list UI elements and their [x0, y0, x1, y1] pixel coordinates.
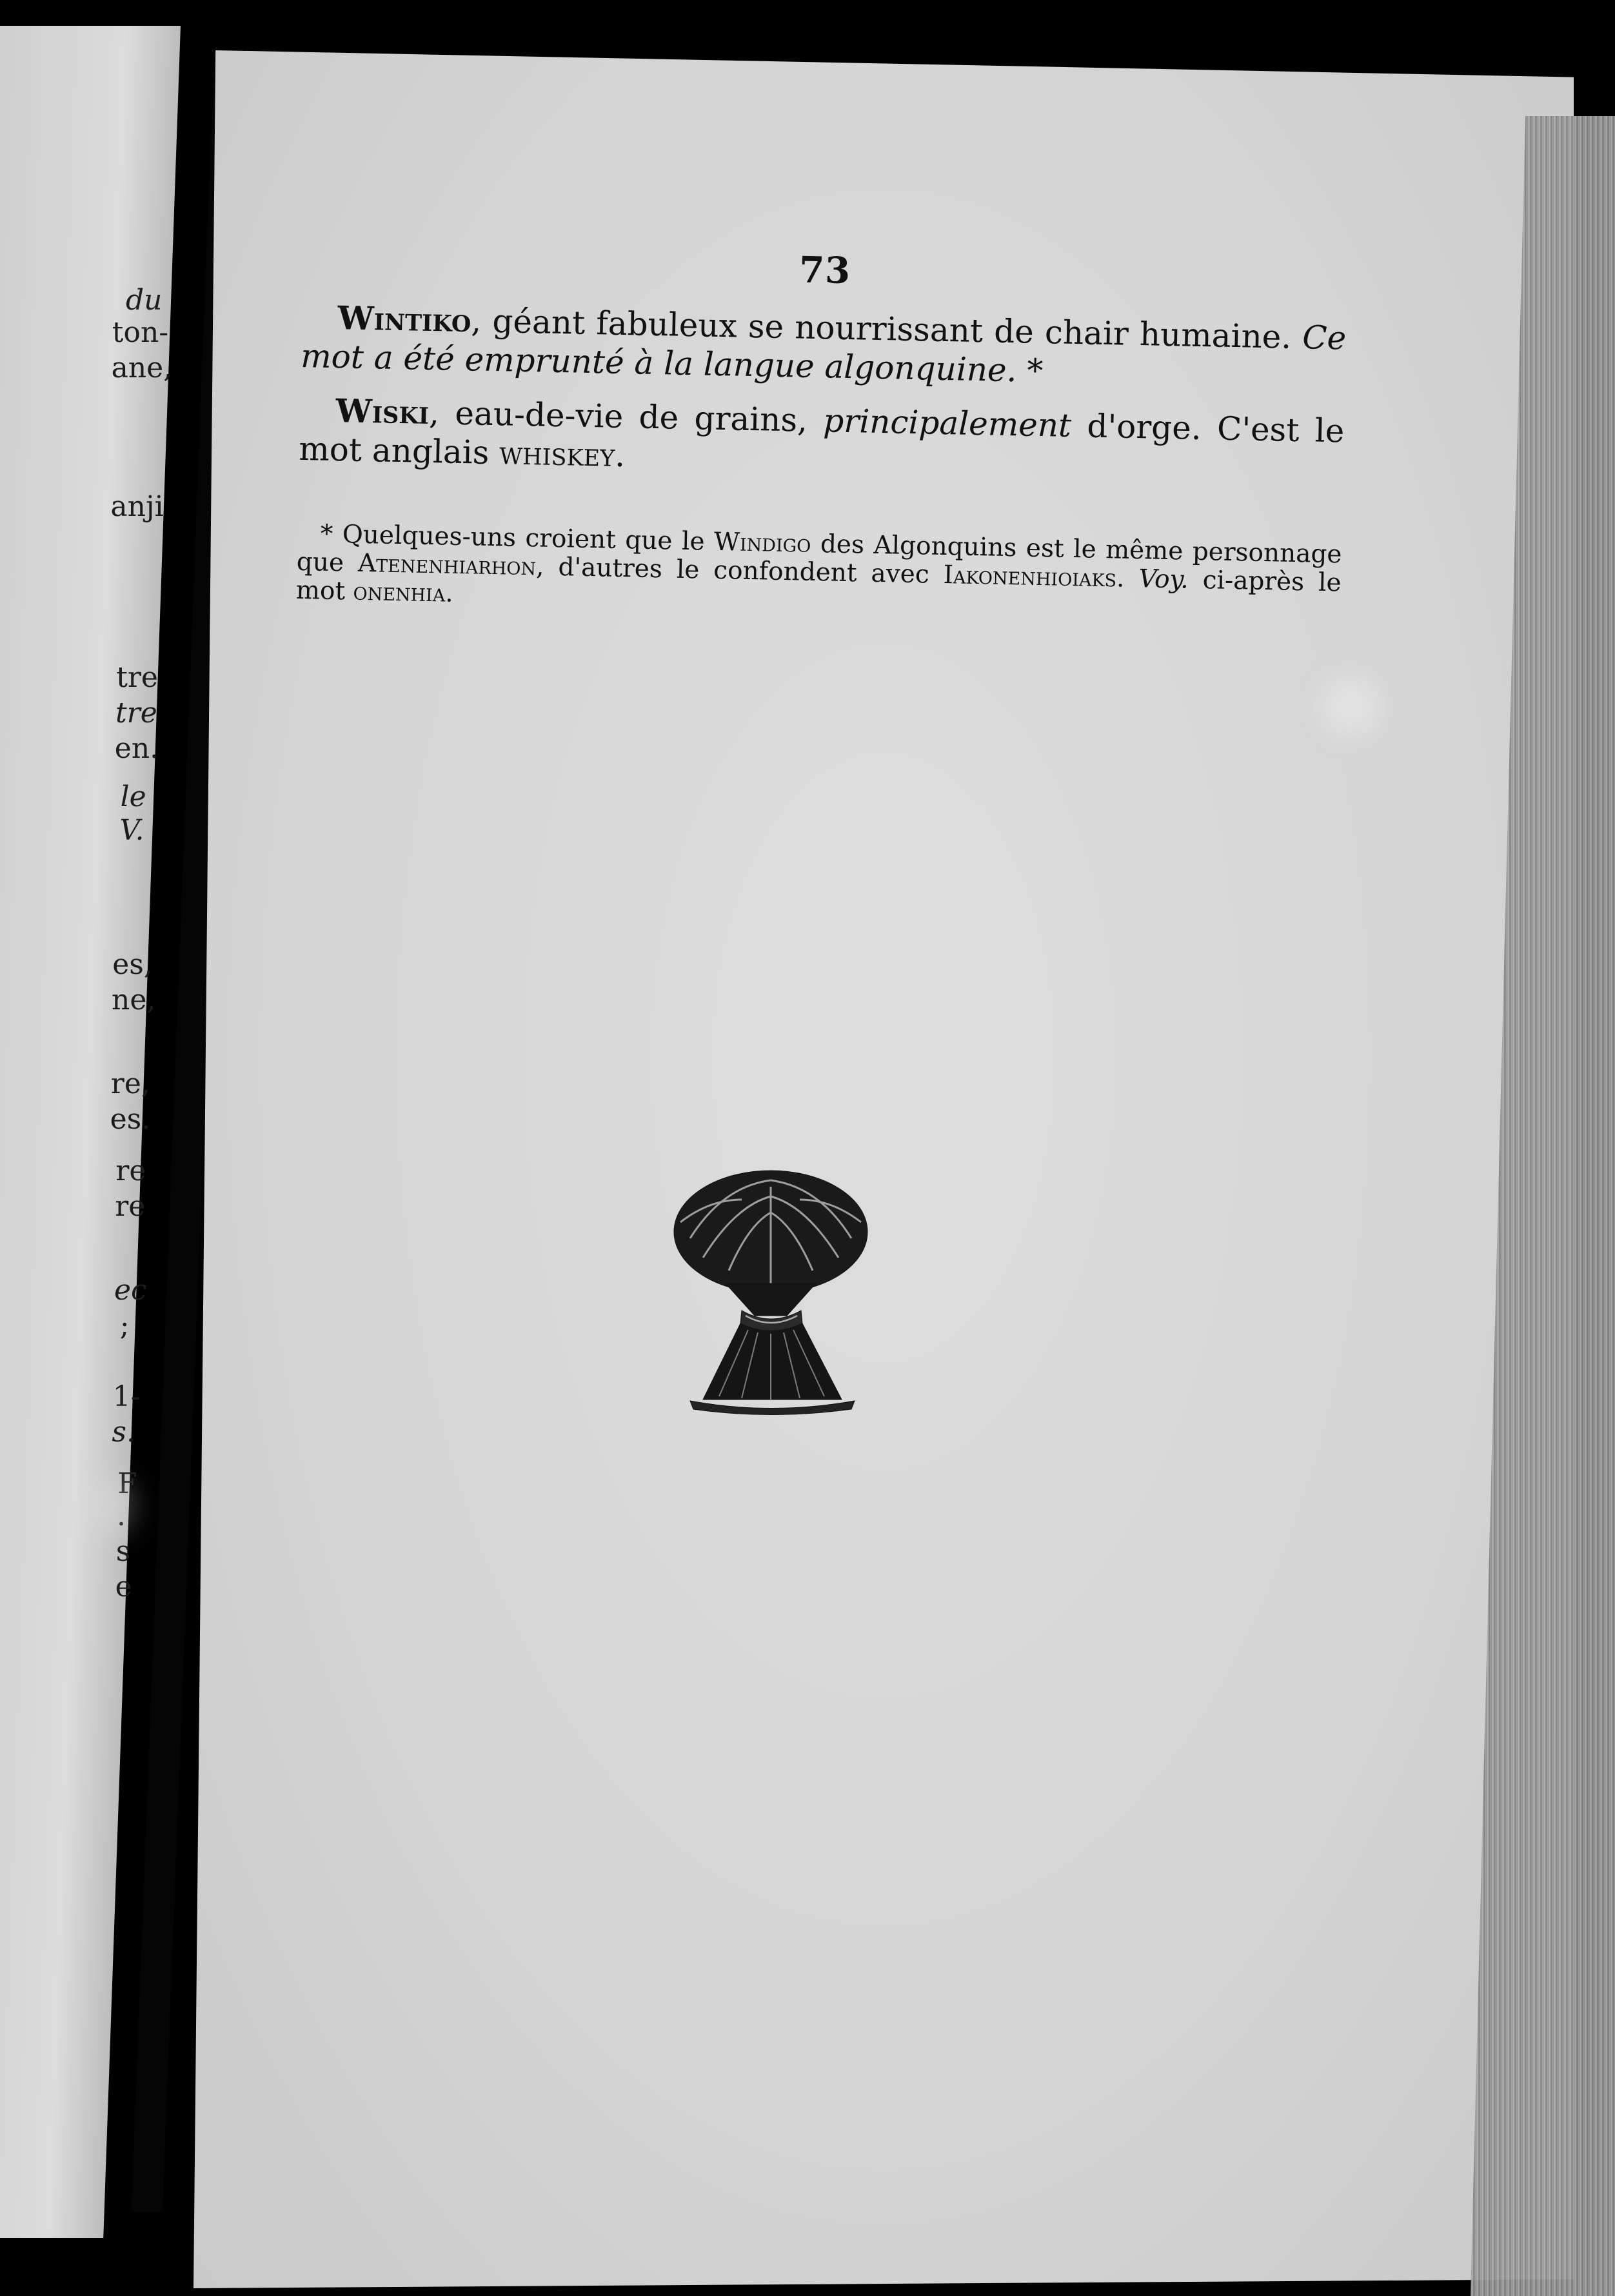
scan-glare — [90, 1477, 135, 1535]
wheat-sheaf-icon — [664, 1161, 877, 1425]
left-page-fragment: re, — [110, 1067, 150, 1100]
left-page-fragment: tre — [115, 697, 157, 729]
left-page-fragment: ane, — [111, 351, 173, 384]
entry-text: , géant fabuleux se nourrissant de chair humaine. — [470, 302, 1303, 357]
left-page-fragment: le — [120, 780, 146, 813]
entry-italic-text: principalement — [822, 402, 1072, 444]
footnote-smallcaps: Atenenhiarhon — [357, 548, 537, 582]
footnote-marker: * — [1016, 351, 1044, 390]
page-number: 73 — [798, 248, 851, 293]
footnote-smallcaps: Iakonenhioiaks — [943, 560, 1117, 593]
left-page-fragment: s — [115, 1535, 131, 1568]
left-page-fragment: . — [117, 1499, 126, 1532]
left-page-fragment: tre — [116, 661, 158, 694]
entry-text: , eau-de-vie de grains, — [428, 393, 824, 440]
footnote-smallcaps: onenhia — [353, 577, 446, 608]
entry-wintiko — [301, 298, 1347, 396]
entry-wiski — [299, 391, 1345, 489]
footnote — [296, 520, 1342, 626]
entry-smallcaps-word: whiskey — [499, 434, 615, 474]
page-text-block — [295, 239, 1348, 651]
left-page-fragment: ton- — [112, 316, 169, 349]
left-page-fragment: en. — [114, 732, 159, 765]
headword: Wiski — [335, 391, 430, 431]
left-page-fragment: ne, — [112, 984, 156, 1016]
entry-text: d'orge. C'est le mot anglais — [298, 406, 1345, 472]
left-page-fragment: ec — [114, 1274, 147, 1307]
left-page-fragment: es. — [110, 1103, 151, 1136]
left-page-fragment: re — [115, 1154, 146, 1187]
left-page-fragment: e — [115, 1570, 132, 1603]
footnote-text: des Algonquins est le même personnage que — [296, 529, 1342, 578]
scan-glare — [1322, 677, 1380, 735]
left-page-fragment: ; — [119, 1309, 130, 1342]
footnote-text: . — [444, 579, 454, 608]
left-page-fragment: s. — [112, 1416, 135, 1449]
footnote-smallcaps: Windigo — [713, 527, 811, 559]
left-page-fragment: 1- — [112, 1380, 141, 1413]
headword: Wintiko — [337, 299, 472, 340]
left-page-fragment: du — [126, 284, 163, 317]
footnote-italic: Voy. — [1138, 564, 1189, 595]
entry-italic-text: Ce mot a été emprunté à la langue algonquine. — [300, 319, 1347, 390]
footnote-text: * Quelques-uns croient que le — [320, 519, 715, 557]
left-page-fragment: anji — [110, 490, 164, 523]
footnote-text: ci-après le mot — [295, 565, 1342, 606]
left-page-fragment: V. — [119, 814, 144, 847]
left-page-fragment: F — [117, 1467, 137, 1500]
entry-text: . — [614, 436, 626, 475]
footnote-text: , d'autres le confondent avec — [535, 552, 944, 590]
left-page-fragment: es, — [112, 948, 153, 981]
left-page-fragment: re — [115, 1190, 146, 1223]
footnote-text: . — [1116, 564, 1139, 594]
